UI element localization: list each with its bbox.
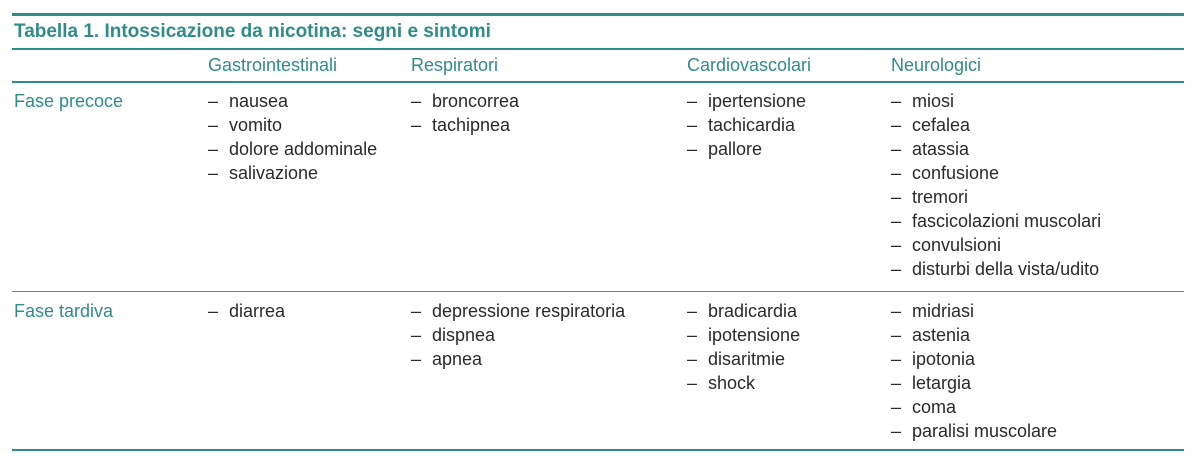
symptom-text: coma xyxy=(912,397,957,417)
symptom-text: tremori xyxy=(912,187,969,207)
symptom-text: apnea xyxy=(432,349,483,369)
row-label-fase-precoce: Fase precoce xyxy=(14,91,124,111)
header-rule xyxy=(12,81,1184,83)
dash-bullet: – xyxy=(687,349,698,369)
symptom-item xyxy=(411,113,519,137)
symptom-text: midriasi xyxy=(912,301,975,321)
symptom-text: shock xyxy=(708,373,756,393)
row-divider xyxy=(12,291,1184,292)
symptom-item xyxy=(687,371,800,395)
symptom-item xyxy=(891,347,1057,371)
symptom-text: cefalea xyxy=(912,115,971,135)
table-title: Tabella 1. Intossicazione da nicotina: segni e sintomi xyxy=(14,21,491,42)
dash-bullet: – xyxy=(891,397,902,417)
cell-tardiva-respiratori xyxy=(411,299,625,371)
symptom-text: nausea xyxy=(229,91,289,111)
symptom-item xyxy=(891,299,1057,323)
symptom-text: depressione respiratoria xyxy=(432,301,626,321)
symptom-text: miosi xyxy=(912,91,955,111)
symptom-text: dispnea xyxy=(432,325,496,345)
symptom-item xyxy=(891,89,1101,113)
cell-tardiva-cardiovascolari xyxy=(687,299,800,395)
symptom-item xyxy=(411,323,625,347)
column-header-row xyxy=(12,50,1184,81)
dash-bullet: – xyxy=(208,139,219,159)
symptom-item xyxy=(687,137,806,161)
symptom-text: disaritmie xyxy=(708,349,786,369)
symptom-text: ipotensione xyxy=(708,325,801,345)
bottom-rule xyxy=(12,449,1184,451)
symptom-text: fascicolazioni muscolari xyxy=(912,211,1102,231)
cell-precoce-cardiovascolari xyxy=(687,89,806,161)
column-header-neurologici: Neurologici xyxy=(891,55,982,75)
symptom-text: bradicardia xyxy=(708,301,798,321)
dash-bullet: – xyxy=(687,373,698,393)
dash-bullet: – xyxy=(687,301,698,321)
dash-bullet: – xyxy=(891,259,902,279)
dash-bullet: – xyxy=(891,235,902,255)
dash-bullet: – xyxy=(687,115,698,135)
symptom-item xyxy=(891,419,1057,443)
dash-bullet: – xyxy=(411,115,422,135)
column-header-respiratori: Respiratori xyxy=(411,55,499,75)
dash-bullet: – xyxy=(891,373,902,393)
symptom-item xyxy=(208,137,377,161)
cell-precoce-gastrointestinali xyxy=(208,89,377,185)
symptom-item xyxy=(208,299,285,323)
table-container xyxy=(12,13,1184,451)
dash-bullet: – xyxy=(891,115,902,135)
symptom-item xyxy=(208,113,377,137)
dash-bullet: – xyxy=(208,301,219,321)
dash-bullet: – xyxy=(891,139,902,159)
dash-bullet: – xyxy=(208,115,219,135)
symptom-text: ipotonia xyxy=(912,349,976,369)
symptom-item xyxy=(891,161,1101,185)
symptom-text: confusione xyxy=(912,163,1000,183)
symptom-text: ipertensione xyxy=(708,91,807,111)
symptom-text: atassia xyxy=(912,139,970,159)
symptom-item xyxy=(891,395,1057,419)
dash-bullet: – xyxy=(411,301,422,321)
cell-tardiva-gastrointestinali xyxy=(208,299,285,323)
cell-precoce-neurologici xyxy=(891,89,1101,281)
symptom-item xyxy=(411,299,625,323)
dash-bullet: – xyxy=(411,325,422,345)
symptom-item xyxy=(687,113,806,137)
symptom-item xyxy=(411,347,625,371)
dash-bullet: – xyxy=(891,211,902,231)
dash-bullet: – xyxy=(891,301,902,321)
column-header-gastrointestinali: Gastrointestinali xyxy=(208,55,338,75)
dash-bullet: – xyxy=(891,187,902,207)
symptom-text: tachipnea xyxy=(432,115,511,135)
symptom-text: salivazione xyxy=(229,163,319,183)
symptom-text: convulsioni xyxy=(912,235,1002,255)
dash-bullet: – xyxy=(411,91,422,111)
symptom-item xyxy=(687,299,800,323)
symptom-text: astenia xyxy=(912,325,971,345)
row-label-fase-tardiva: Fase tardiva xyxy=(14,301,114,321)
dash-bullet: – xyxy=(891,325,902,345)
cell-precoce-respiratori xyxy=(411,89,519,137)
table-row-fase-tardiva xyxy=(12,299,1184,449)
symptom-item xyxy=(891,185,1101,209)
symptom-text: dolore addominale xyxy=(229,139,378,159)
symptom-text: pallore xyxy=(708,139,763,159)
symptom-text: vomito xyxy=(229,115,283,135)
dash-bullet: – xyxy=(687,325,698,345)
dash-bullet: – xyxy=(891,91,902,111)
symptom-text: paralisi muscolare xyxy=(912,421,1058,441)
column-header-cardiovascolari: Cardiovascolari xyxy=(687,55,812,75)
symptom-item xyxy=(891,137,1101,161)
dash-bullet: – xyxy=(687,91,698,111)
symptom-item xyxy=(891,371,1057,395)
dash-bullet: – xyxy=(208,163,219,183)
dash-bullet: – xyxy=(891,421,902,441)
dash-bullet: – xyxy=(891,349,902,369)
symptom-item xyxy=(687,89,806,113)
symptom-text: letargia xyxy=(912,373,972,393)
symptom-item xyxy=(891,233,1101,257)
symptom-item xyxy=(687,323,800,347)
symptom-item xyxy=(891,209,1101,233)
symptom-text: disturbi della vista/udito xyxy=(912,259,1100,279)
dash-bullet: – xyxy=(411,349,422,369)
dash-bullet: – xyxy=(891,163,902,183)
symptom-item xyxy=(891,323,1057,347)
dash-bullet: – xyxy=(208,91,219,111)
dash-bullet: – xyxy=(687,139,698,159)
symptom-item xyxy=(891,113,1101,137)
symptom-item xyxy=(891,257,1101,281)
symptom-item xyxy=(208,89,377,113)
symptom-text: diarrea xyxy=(229,301,286,321)
symptom-text: broncorrea xyxy=(432,91,520,111)
symptom-item xyxy=(687,347,800,371)
symptom-item xyxy=(411,89,519,113)
cell-tardiva-neurologici xyxy=(891,299,1057,443)
table-row-fase-precoce xyxy=(12,89,1184,291)
symptom-item xyxy=(208,161,377,185)
symptom-text: tachicardia xyxy=(708,115,796,135)
